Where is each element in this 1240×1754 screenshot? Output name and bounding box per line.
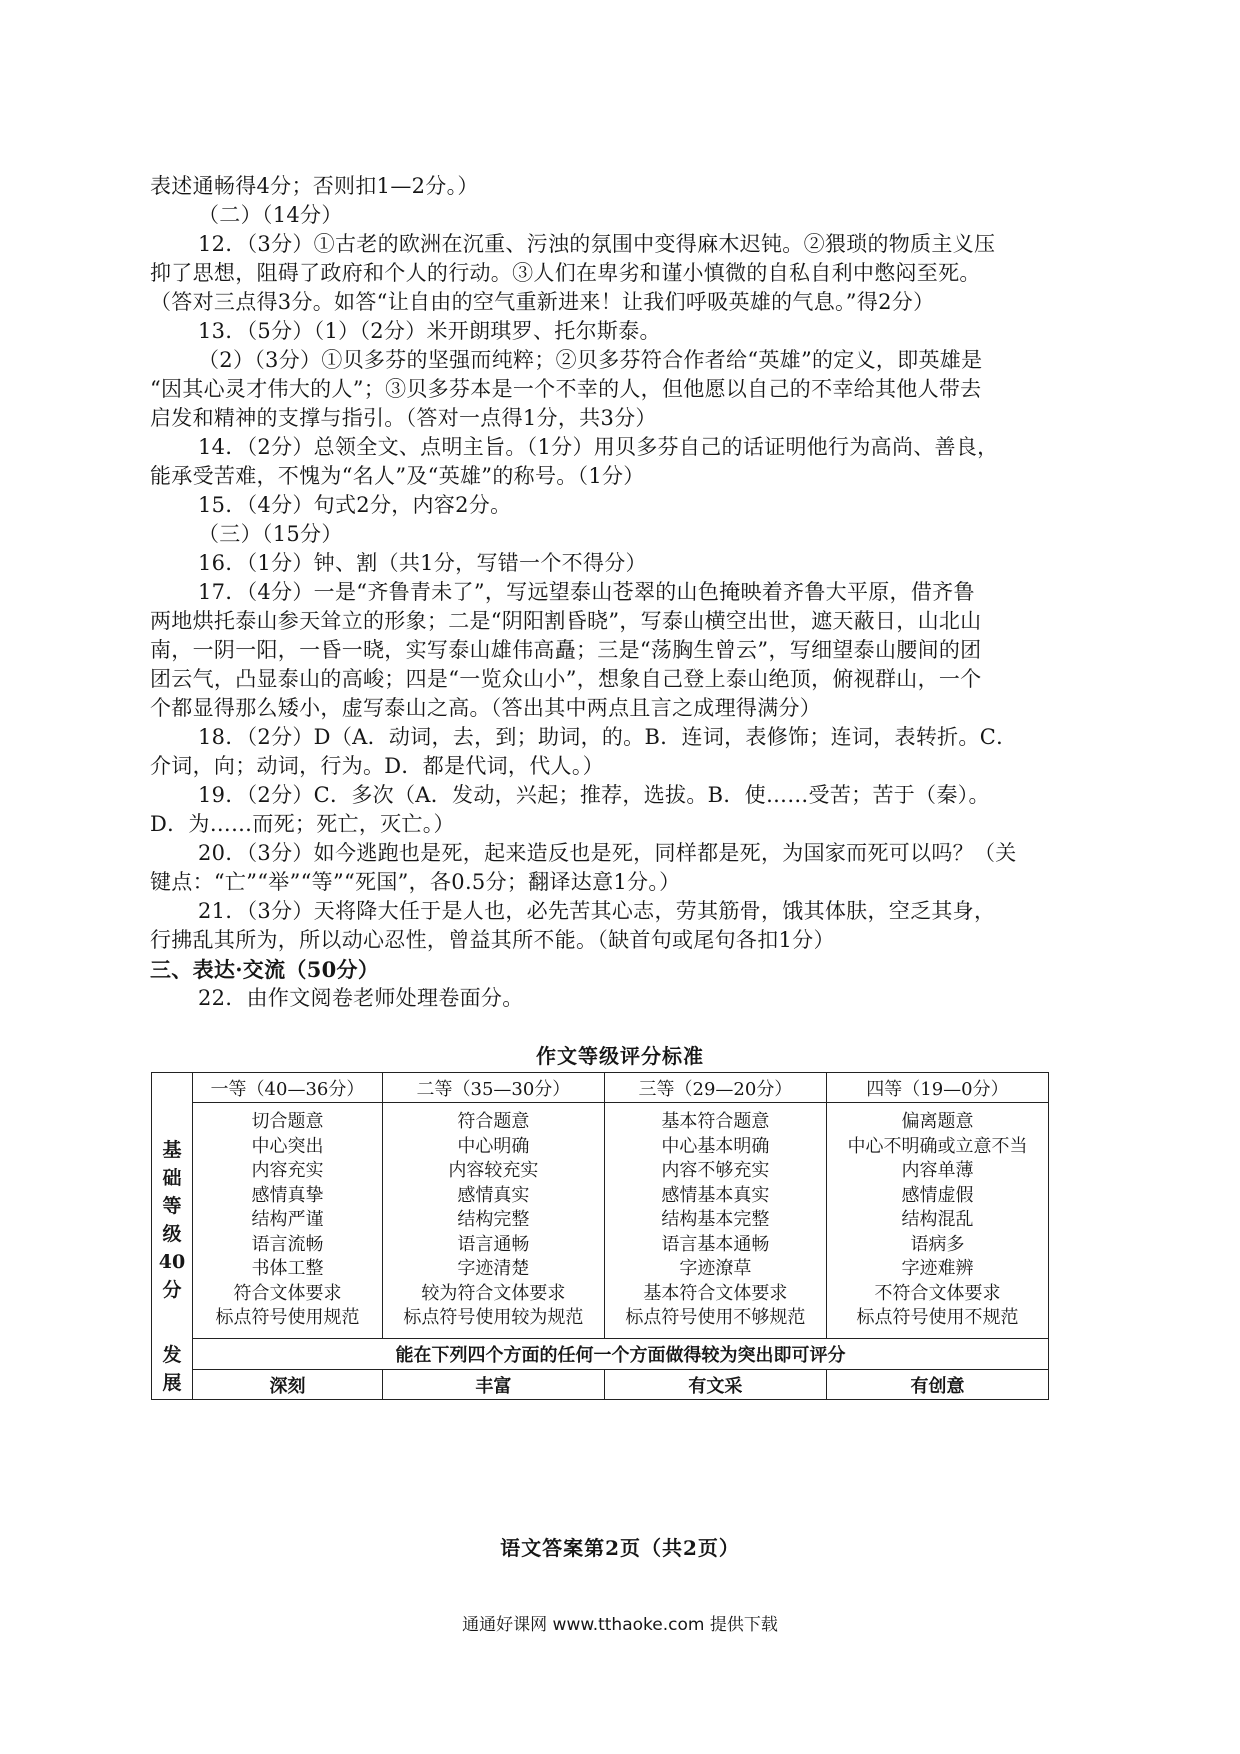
criterion: 中心基本明确 [661, 1135, 770, 1157]
criterion: 字迹潦草 [679, 1258, 752, 1280]
answer-18: 18．（2分）D（A．动词，去，到；助词，的。B．连词，表修饰；连词，表转折。C． [198, 725, 1018, 749]
development-item: 有文采 [604, 1370, 826, 1400]
development-item: 有创意 [826, 1370, 1048, 1400]
criterion: 感情真挚 [251, 1184, 324, 1206]
answer-17-cont-4: 个都显得那么矮小，虚写泰山之高。（答出其中两点且言之成理得满分） [150, 696, 822, 720]
answer-20-cont: 键点：“亡”“举”“等”“死国”，各0.5分；翻译达意1分。） [150, 870, 681, 894]
section-heading-3: （三）（15分） [198, 522, 343, 546]
answer-17: 17．（4分）一是“齐鲁青未了”，写远望泰山苍翠的山色掩映着齐鲁大平原，借齐鲁 [198, 580, 975, 604]
grade-column-3 [604, 1103, 826, 1339]
criterion: 结构严谨 [251, 1209, 324, 1231]
development-note: 能在下列四个方面的任何一个方面做得较为突出即可评分 [193, 1339, 1049, 1370]
criterion: 字迹清楚 [457, 1258, 530, 1280]
download-credit: 通通好课网 www.tthaoke.com 提供下载 [462, 1615, 778, 1635]
criterion: 标点符号使用较为规范 [403, 1307, 584, 1329]
answer-21-cont: 行拂乱其所为，所以动心忍性，曾益其所不能。（缺首句或尾句各扣1分） [150, 928, 835, 952]
section-heading-2: （二）（14分） [198, 203, 343, 227]
grade-header: 三等（29—20分） [604, 1073, 826, 1103]
criterion: 感情基本真实 [661, 1184, 770, 1206]
criterion: 不符合文体要求 [874, 1282, 1001, 1304]
criterion: 语言流畅 [251, 1233, 324, 1255]
criterion: 中心不明确或立意不当 [847, 1135, 1028, 1157]
answer-17-cont-3: 团云气，凸显泰山的高峻；四是“一览众山小”，想象自己登上泰山绝顶，俯视群山，一个 [150, 667, 982, 691]
text-line-1: 表述通畅得4分；否则扣1—2分。） [150, 174, 479, 198]
criterion: 符合文体要求 [233, 1282, 342, 1304]
criterion: 偏离题意 [901, 1111, 974, 1133]
development-item: 丰富 [382, 1370, 604, 1400]
answer-19-cont: D．为……而死；死亡，灭亡。） [150, 812, 455, 836]
grading-table-title: 作文等级评分标准 [536, 1044, 704, 1068]
criterion: 切合题意 [251, 1111, 324, 1133]
answer-14: 14．（2分）总领全文、点明主旨。（1分）用贝多芬自己的话证明他行为高尚、善良， [198, 435, 999, 459]
grade-header: 四等（19—0分） [826, 1073, 1048, 1103]
answer-12-cont: 抑了思想，阻碍了政府和个人的行动。③人们在卑劣和谨小慎微的自私自利中憋闷至死。 [150, 261, 981, 285]
section-heading-expression: 三、表达·交流（50分） [150, 957, 380, 982]
development-label: 发 展 [152, 1339, 193, 1400]
grade-column-2 [382, 1103, 604, 1339]
answer-13-2: （2）（3分）①贝多芬的坚强而纯粹；②贝多芬符合作者给“英雄”的定义，即英雄是 [198, 348, 983, 372]
criterion: 中心明确 [457, 1135, 530, 1157]
answer-15: 15．（4分）句式2分，内容2分。 [198, 493, 512, 517]
grading-table [151, 1072, 1049, 1400]
answer-13-2-note: 启发和精神的支撑与指引。（答对一点得1分，共3分） [150, 406, 657, 430]
criterion: 标点符号使用不规范 [856, 1307, 1019, 1329]
criterion: 符合题意 [457, 1111, 530, 1133]
criterion: 基本符合题意 [661, 1111, 770, 1133]
criterion: 结构基本完整 [661, 1209, 770, 1231]
answer-12: 12．（3分）①古老的欧洲在沉重、污浊的氛围中变得麻木迟钝。②猥琐的物质主义压 [198, 232, 996, 256]
base-level-vertical-label: 基 础 等 级 40 分 [152, 1100, 192, 1340]
answer-13-2-cont: “因其心灵才伟大的人”；③贝多芬本是一个不幸的人，但他愿以自己的不幸给其他人带去 [150, 377, 982, 401]
criterion: 内容较充实 [448, 1160, 539, 1182]
criterion: 结构混乱 [901, 1209, 974, 1231]
answer-21: 21．（3分）天将降大任于是人也，必先苦其心志，劳其筋骨，饿其体肤，空乏其身， [198, 899, 996, 923]
criterion: 书体工整 [251, 1258, 324, 1280]
criterion: 较为符合文体要求 [421, 1282, 566, 1304]
grade-header: 二等（35—30分） [382, 1073, 604, 1103]
criterion: 内容不够充实 [661, 1160, 770, 1182]
development-item: 深刻 [193, 1370, 383, 1400]
criterion: 内容充实 [251, 1160, 324, 1182]
grade-column-4 [826, 1103, 1048, 1339]
criterion: 字迹难辨 [901, 1258, 974, 1280]
grade-header: 一等（40—36分） [193, 1073, 383, 1103]
answer-17-cont-1: 两地烘托泰山参天耸立的形象；二是“阴阳割昏晓”，写泰山横空出世，遮天蔽日，山北山 [150, 609, 982, 633]
criterion: 标点符号使用不够规范 [625, 1307, 806, 1329]
criterion: 语言通畅 [457, 1233, 530, 1255]
criterion: 内容单薄 [901, 1160, 974, 1182]
grade-column-1 [193, 1103, 383, 1339]
criterion: 语病多 [910, 1233, 965, 1255]
criterion: 语言基本通畅 [661, 1233, 770, 1255]
answer-17-cont-2: 南，一阴一阳，一昏一晓，实写泰山雄伟高矗；三是“荡胸生曾云”，写细望泰山腰间的团 [150, 638, 982, 662]
answer-13: 13．（5分）（1）（2分）米开朗琪罗、托尔斯泰。 [198, 319, 661, 343]
answer-16: 16．（1分）钟、割（共1分，写错一个不得分） [198, 551, 647, 575]
answer-22: 22．由作文阅卷老师处理卷面分。 [198, 986, 524, 1010]
criterion: 中心突出 [251, 1135, 324, 1157]
criterion: 结构完整 [457, 1209, 530, 1231]
page-footer: 语文答案第2页（共2页） [500, 1536, 740, 1560]
criterion: 基本符合文体要求 [643, 1282, 788, 1304]
criterion: 标点符号使用规范 [215, 1307, 360, 1329]
answer-18-cont: 介词，向；动词，行为。D．都是代词，代人。） [150, 754, 604, 778]
answer-14-cont: 能承受苦难，不愧为“名人”及“英雄”的称号。（1分） [150, 464, 645, 488]
criterion: 感情真实 [457, 1184, 530, 1206]
answer-12-note: （答对三点得3分。如答“让自由的空气重新进来！让我们呼吸英雄的气息。”得2分） [150, 290, 935, 314]
answer-20: 20．（3分）如今逃跑也是死，起来造反也是死，同样都是死，为国家而死可以吗？（关 [198, 841, 1017, 865]
criterion: 感情虚假 [901, 1184, 974, 1206]
answer-19: 19．（2分）C．多次（A．发动，兴起；推荐，选拔。B．使……受苦；苦于（秦）。 [198, 783, 990, 807]
